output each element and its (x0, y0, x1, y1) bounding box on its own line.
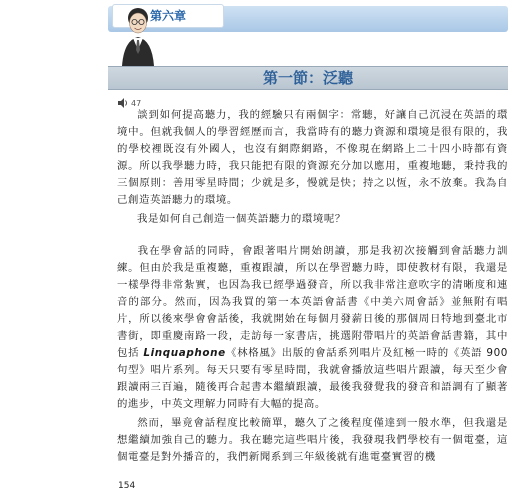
paragraph: 談到如何提高聽力，我的經驗只有兩個字：常聽，好讓自己沉浸在英語的環境中。但就我個人的學習經歷而言，我當時有的聽力資源和環境是很有限的，我的學校裡既沒有外國人，也沒有網際網路，不像現在網路上二十四小時都有資源。所以我學聽力時，我只能把有限的資源充分加以應用，重複地聽，秉持我的三個原則：善用零星時間；少就是多，慢就是快；持之以恆，永不放棄。我為自己創造英語聽力的環境。 (117, 109, 508, 206)
book-title-english: Linquaphone (143, 347, 226, 359)
audio-track-number: 47 (131, 98, 142, 108)
paragraph: 我是如何自己創造一個英語聽力的環境呢？ (137, 213, 346, 225)
page-number: 154 (118, 481, 136, 491)
paragraph: 然而，畢竟會話程度比較簡單，聽久了之後程度僅達到一般水準，但我還是想繼續加強自己的聽力。我在聽完這些唱片後，我發現我們學校有一個電臺，這個電臺是對外播音的，我們新聞系到三年級後就有進電臺實習的機 (117, 417, 508, 463)
chapter-label: 第六章 (112, 4, 224, 28)
paragraph: 我在學會話的同時，會跟著唱片開始朗讀，那是我初次接觸到會話聽力訓練。但由於我是重複聽，重複跟讀，所以在學習聽力時，即使教材有限，我還是一樣學得非常紮實，也因為我已經學過發音，所以我非常注意吹字的清晰度和連音的部分。然而，因為我買的第一本英語會話書《中美六周會話》並無附有唱片，所以後來學會會話後，我就開始在每個月發薪日後的那個周日特地到臺北市書街，即重慶南路一段，走訪每一家書店，挑選附帶唱片的英語會話書籍，其中包括 Linquaphone《林格風》出版的會話系列唱片及紅極一時的《英語 900 句型》唱片系列。每天只要有零星時間，我就會播放這些唱片跟讀，每天至少會跟讀兩三百遍，隨後再合起書本繼續跟讀，最後我發覺我的發音和語調有了顯著的進步，中英文理解力同時有大幅的提高。 (117, 245, 508, 410)
section-title: 第一節：泛聽 (262, 69, 353, 87)
author-portrait-icon (118, 4, 158, 66)
